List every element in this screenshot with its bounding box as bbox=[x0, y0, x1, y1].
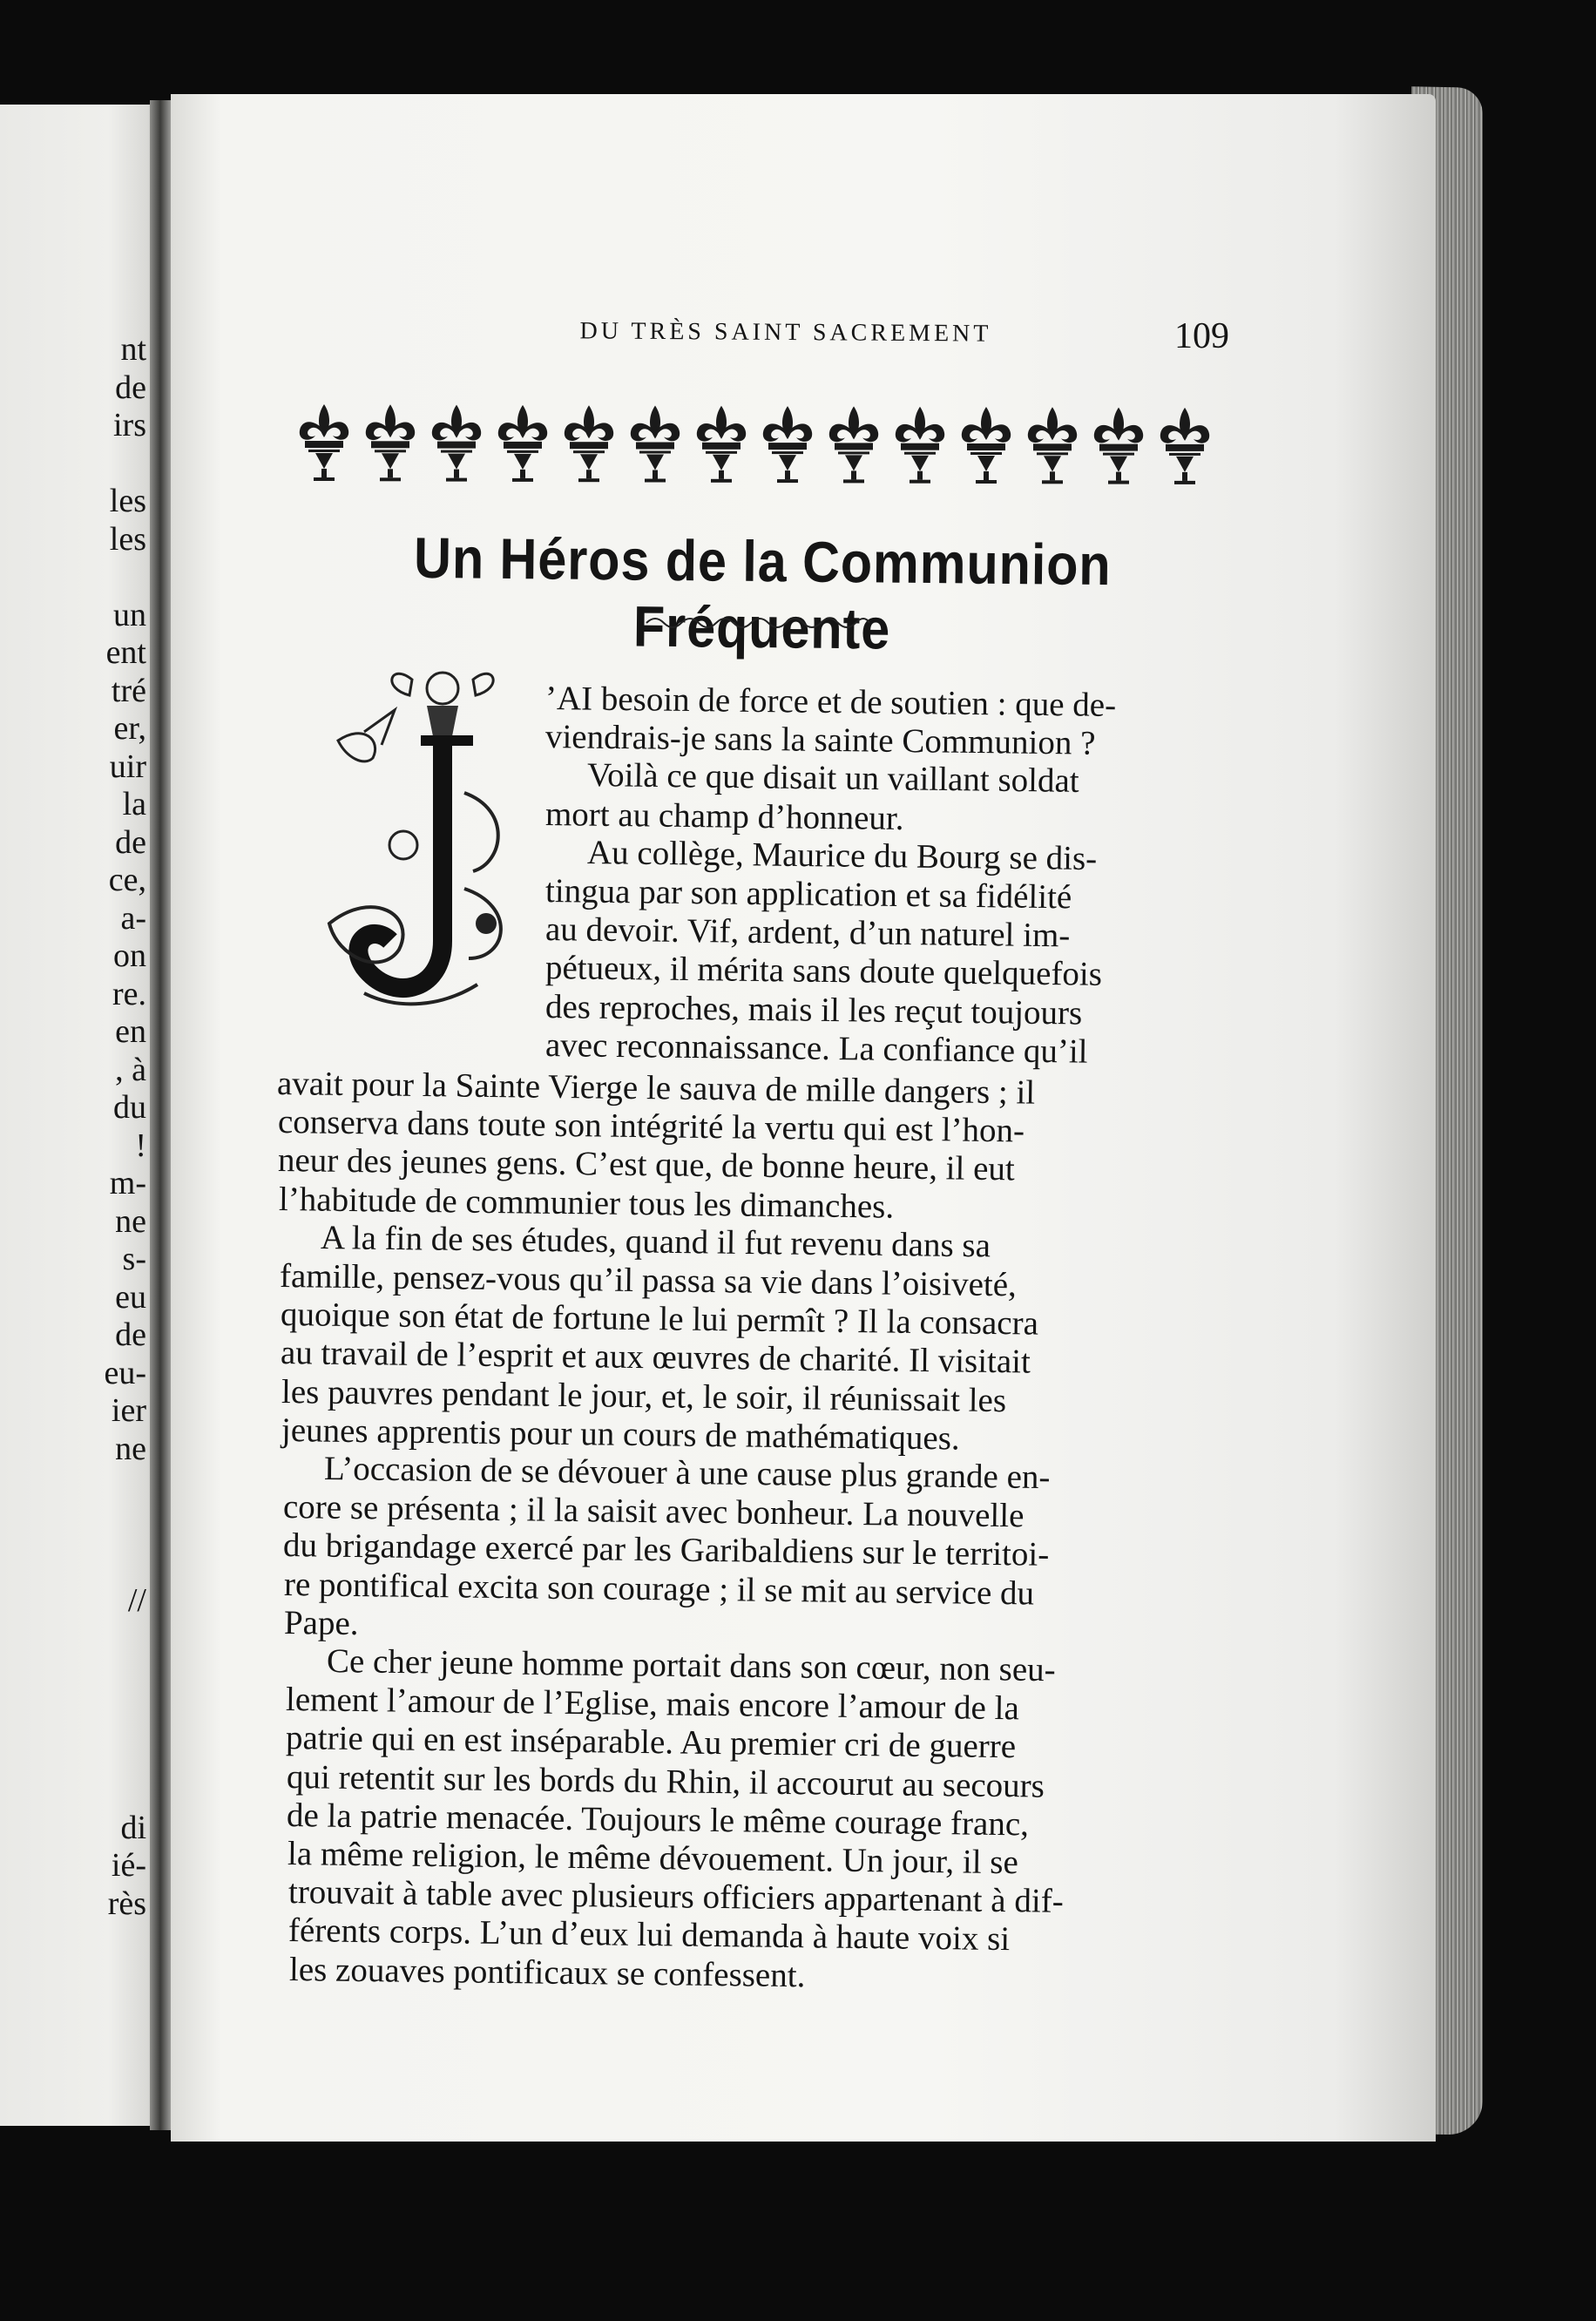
chapter-title: Un Héros de la Communion Fréquente bbox=[413, 524, 1112, 661]
left-page-fragment: irs bbox=[113, 407, 146, 443]
page-number: 109 bbox=[1174, 316, 1229, 356]
fleur-de-lis-icon bbox=[432, 405, 481, 482]
body-text-line: Ce cher jeune homme portait dans son cœur, non seu- bbox=[326, 1642, 1056, 1689]
left-page-fragment: tré bbox=[111, 672, 146, 709]
fleur-de-lis-icon bbox=[763, 406, 812, 483]
left-page-fragment: di bbox=[120, 1809, 146, 1846]
body-text-line: conserva dans toute son intégrité la vertu qui est l’hon- bbox=[277, 1103, 1025, 1150]
body-text-line: férents corps. L’un d’eux lui demanda à haute voix si bbox=[287, 1912, 1011, 1959]
left-page-fragment bbox=[51, 1695, 146, 1734]
left-page-fragment: uir bbox=[109, 748, 146, 785]
fleur-de-lis-icon bbox=[498, 405, 547, 482]
body-text-line: ’AI besoin de force et de soutien : que de- bbox=[544, 680, 1117, 725]
body-text-line: tingua par son application et sa fidélité bbox=[544, 872, 1072, 917]
left-page-fragment: re. bbox=[112, 975, 146, 1012]
fleur-de-lis-icon bbox=[1094, 408, 1143, 484]
left-page-fragment: eu bbox=[115, 1278, 146, 1316]
body-text-line: pétueux, il mérita sans doute quelquefois bbox=[544, 949, 1103, 994]
left-page-fragment: du bbox=[113, 1089, 146, 1126]
left-page-fragment bbox=[51, 1506, 146, 1545]
left-page-fragment: on bbox=[113, 937, 146, 974]
left-page-fragment: , à bbox=[115, 1051, 146, 1088]
body-text-line: au devoir. Vif, ardent, d’un naturel im- bbox=[544, 910, 1071, 955]
body-text-line: L’occasion de se dévouer à une cause plus grande en- bbox=[323, 1450, 1051, 1497]
body-text-line: lement l’amour de l’Eglise, mais encore l’amour de la bbox=[285, 1681, 1019, 1728]
body-text-line: re pontifical excita son courage ; il se mit au service du bbox=[283, 1565, 1035, 1613]
left-page-fragment: ié- bbox=[111, 1847, 146, 1884]
body-text-line: A la fin de ses études, quand il fut revenu dans sa bbox=[321, 1218, 991, 1265]
fleur-de-lis-icon bbox=[896, 407, 944, 484]
body-text-line: les pauvres pendant le jour, et, le soir, il réunissait les bbox=[281, 1372, 1007, 1419]
body-text-line: trouvait à table avec plusieurs officiers appartenant à dif- bbox=[287, 1873, 1064, 1921]
body-text-line: qui retentit sur les bords du Rhin, il accourut au secours bbox=[286, 1757, 1045, 1805]
body-text-line: famille, pensez-vous qu’il passa sa vie dans l’oisiveté, bbox=[279, 1257, 1018, 1304]
body-text-line: mort au champ d’honneur. bbox=[544, 795, 904, 837]
left-page-fragment: a- bbox=[120, 899, 146, 937]
fleur-de-lis-icon bbox=[366, 404, 415, 481]
left-page-fragment: les bbox=[109, 483, 146, 519]
body-text-line: Pape. bbox=[284, 1603, 360, 1642]
running-head: DU TRÈS SAINT SACREMENT bbox=[579, 317, 992, 348]
body-text-line: jeunes apprentis pour un cours de mathématiques. bbox=[281, 1411, 961, 1458]
left-page-fragment bbox=[51, 445, 146, 484]
fleur-de-lis-icon bbox=[1028, 407, 1077, 484]
left-facing-page bbox=[0, 105, 155, 2126]
body-text-line: neur des jeunes gens. C’est que, de bonne heure, il eut bbox=[277, 1141, 1016, 1188]
fleur-de-lis-icon bbox=[565, 405, 613, 482]
left-page-text-fragments bbox=[51, 331, 146, 1923]
left-page-fragment: ent bbox=[105, 634, 146, 671]
fleur-de-lis-icon bbox=[1160, 408, 1209, 484]
body-text-line: Voilà ce que disait un vaillant soldat bbox=[586, 756, 1079, 801]
left-page-fragment: rès bbox=[107, 1885, 146, 1922]
left-page-fragment bbox=[51, 1734, 146, 1772]
fleur-de-lis-icon bbox=[697, 406, 746, 483]
body-text-line: viendrais-je sans la sainte Communion ? bbox=[544, 718, 1096, 762]
body-text-line: de la patrie menacée. Toujours le même courage franc, bbox=[287, 1796, 1030, 1844]
left-page-fragment: les bbox=[109, 520, 146, 558]
fleur-de-lis-icon bbox=[829, 406, 878, 483]
left-page-fragment bbox=[51, 1544, 146, 1582]
left-page-fragment: de bbox=[115, 369, 146, 406]
body-text-line: du brigandage exercé par les Garibaldiens sur le territoi- bbox=[282, 1526, 1050, 1574]
body-text-line: avec reconnaissance. La confiance qu’il bbox=[544, 1025, 1088, 1071]
body-text-line: la même religion, le même dévouement. Un jour, il se bbox=[287, 1835, 1019, 1882]
body-text-line: Au collège, Maurice du Bourg se dis- bbox=[586, 833, 1098, 877]
fleur-de-lis-ornament-band bbox=[287, 392, 1228, 488]
body-text-line: des reproches, mais il les reçut toujours bbox=[544, 987, 1083, 1032]
left-page-fragment: un bbox=[113, 596, 146, 633]
left-page-fragment bbox=[51, 1468, 146, 1506]
left-page-fragment: de bbox=[115, 1316, 146, 1353]
left-page-fragment: er, bbox=[113, 710, 146, 747]
left-page-fragment: s- bbox=[122, 1241, 146, 1277]
left-page-fragment: // bbox=[127, 1581, 146, 1619]
left-page-fragment: la bbox=[122, 786, 146, 822]
left-page-fragment: ne bbox=[115, 1202, 146, 1240]
left-page-fragment bbox=[51, 1771, 146, 1810]
body-text-line: avait pour la Sainte Vierge le sauva de mille dangers ; il bbox=[276, 1065, 1036, 1112]
left-page-fragment: ! bbox=[135, 1127, 146, 1164]
body-text-line: patrie qui en est inséparable. Au premier cri de guerre bbox=[285, 1719, 1017, 1766]
body-text-line: quoique son état de fortune le lui permît ? Il la consacra bbox=[280, 1296, 1038, 1343]
left-page-fragment: m- bbox=[109, 1165, 146, 1201]
left-page-fragment: ce, bbox=[108, 862, 146, 898]
body-text-line: core se présenta ; il la saisit avec bonheur. La nouvelle bbox=[282, 1488, 1025, 1535]
fleur-de-lis-icon bbox=[962, 407, 1011, 484]
body-text-line: les zouaves pontificaux se confessent. bbox=[288, 1950, 806, 1994]
body-text-line: l’habitude de communier tous les dimanches. bbox=[278, 1180, 895, 1226]
fleur-de-lis-icon bbox=[300, 404, 348, 481]
left-page-fragment bbox=[51, 1620, 146, 1658]
left-page-fragment: nt bbox=[120, 331, 146, 368]
left-page-fragment bbox=[51, 558, 146, 597]
left-page-fragment: ne bbox=[115, 1430, 146, 1467]
fleur-de-lis-icon bbox=[631, 406, 680, 483]
illuminated-drop-cap bbox=[312, 662, 537, 1019]
left-page-fragment: de bbox=[115, 823, 146, 861]
body-text-line: au travail de l’esprit et aux œuvres de charité. Il visitait bbox=[280, 1334, 1031, 1381]
left-page-fragment: eu- bbox=[104, 1354, 146, 1391]
left-page-fragment: ier bbox=[111, 1392, 146, 1429]
left-page-fragment: en bbox=[115, 1013, 146, 1050]
title-flourish bbox=[645, 610, 871, 636]
left-page-fragment bbox=[51, 1658, 146, 1696]
